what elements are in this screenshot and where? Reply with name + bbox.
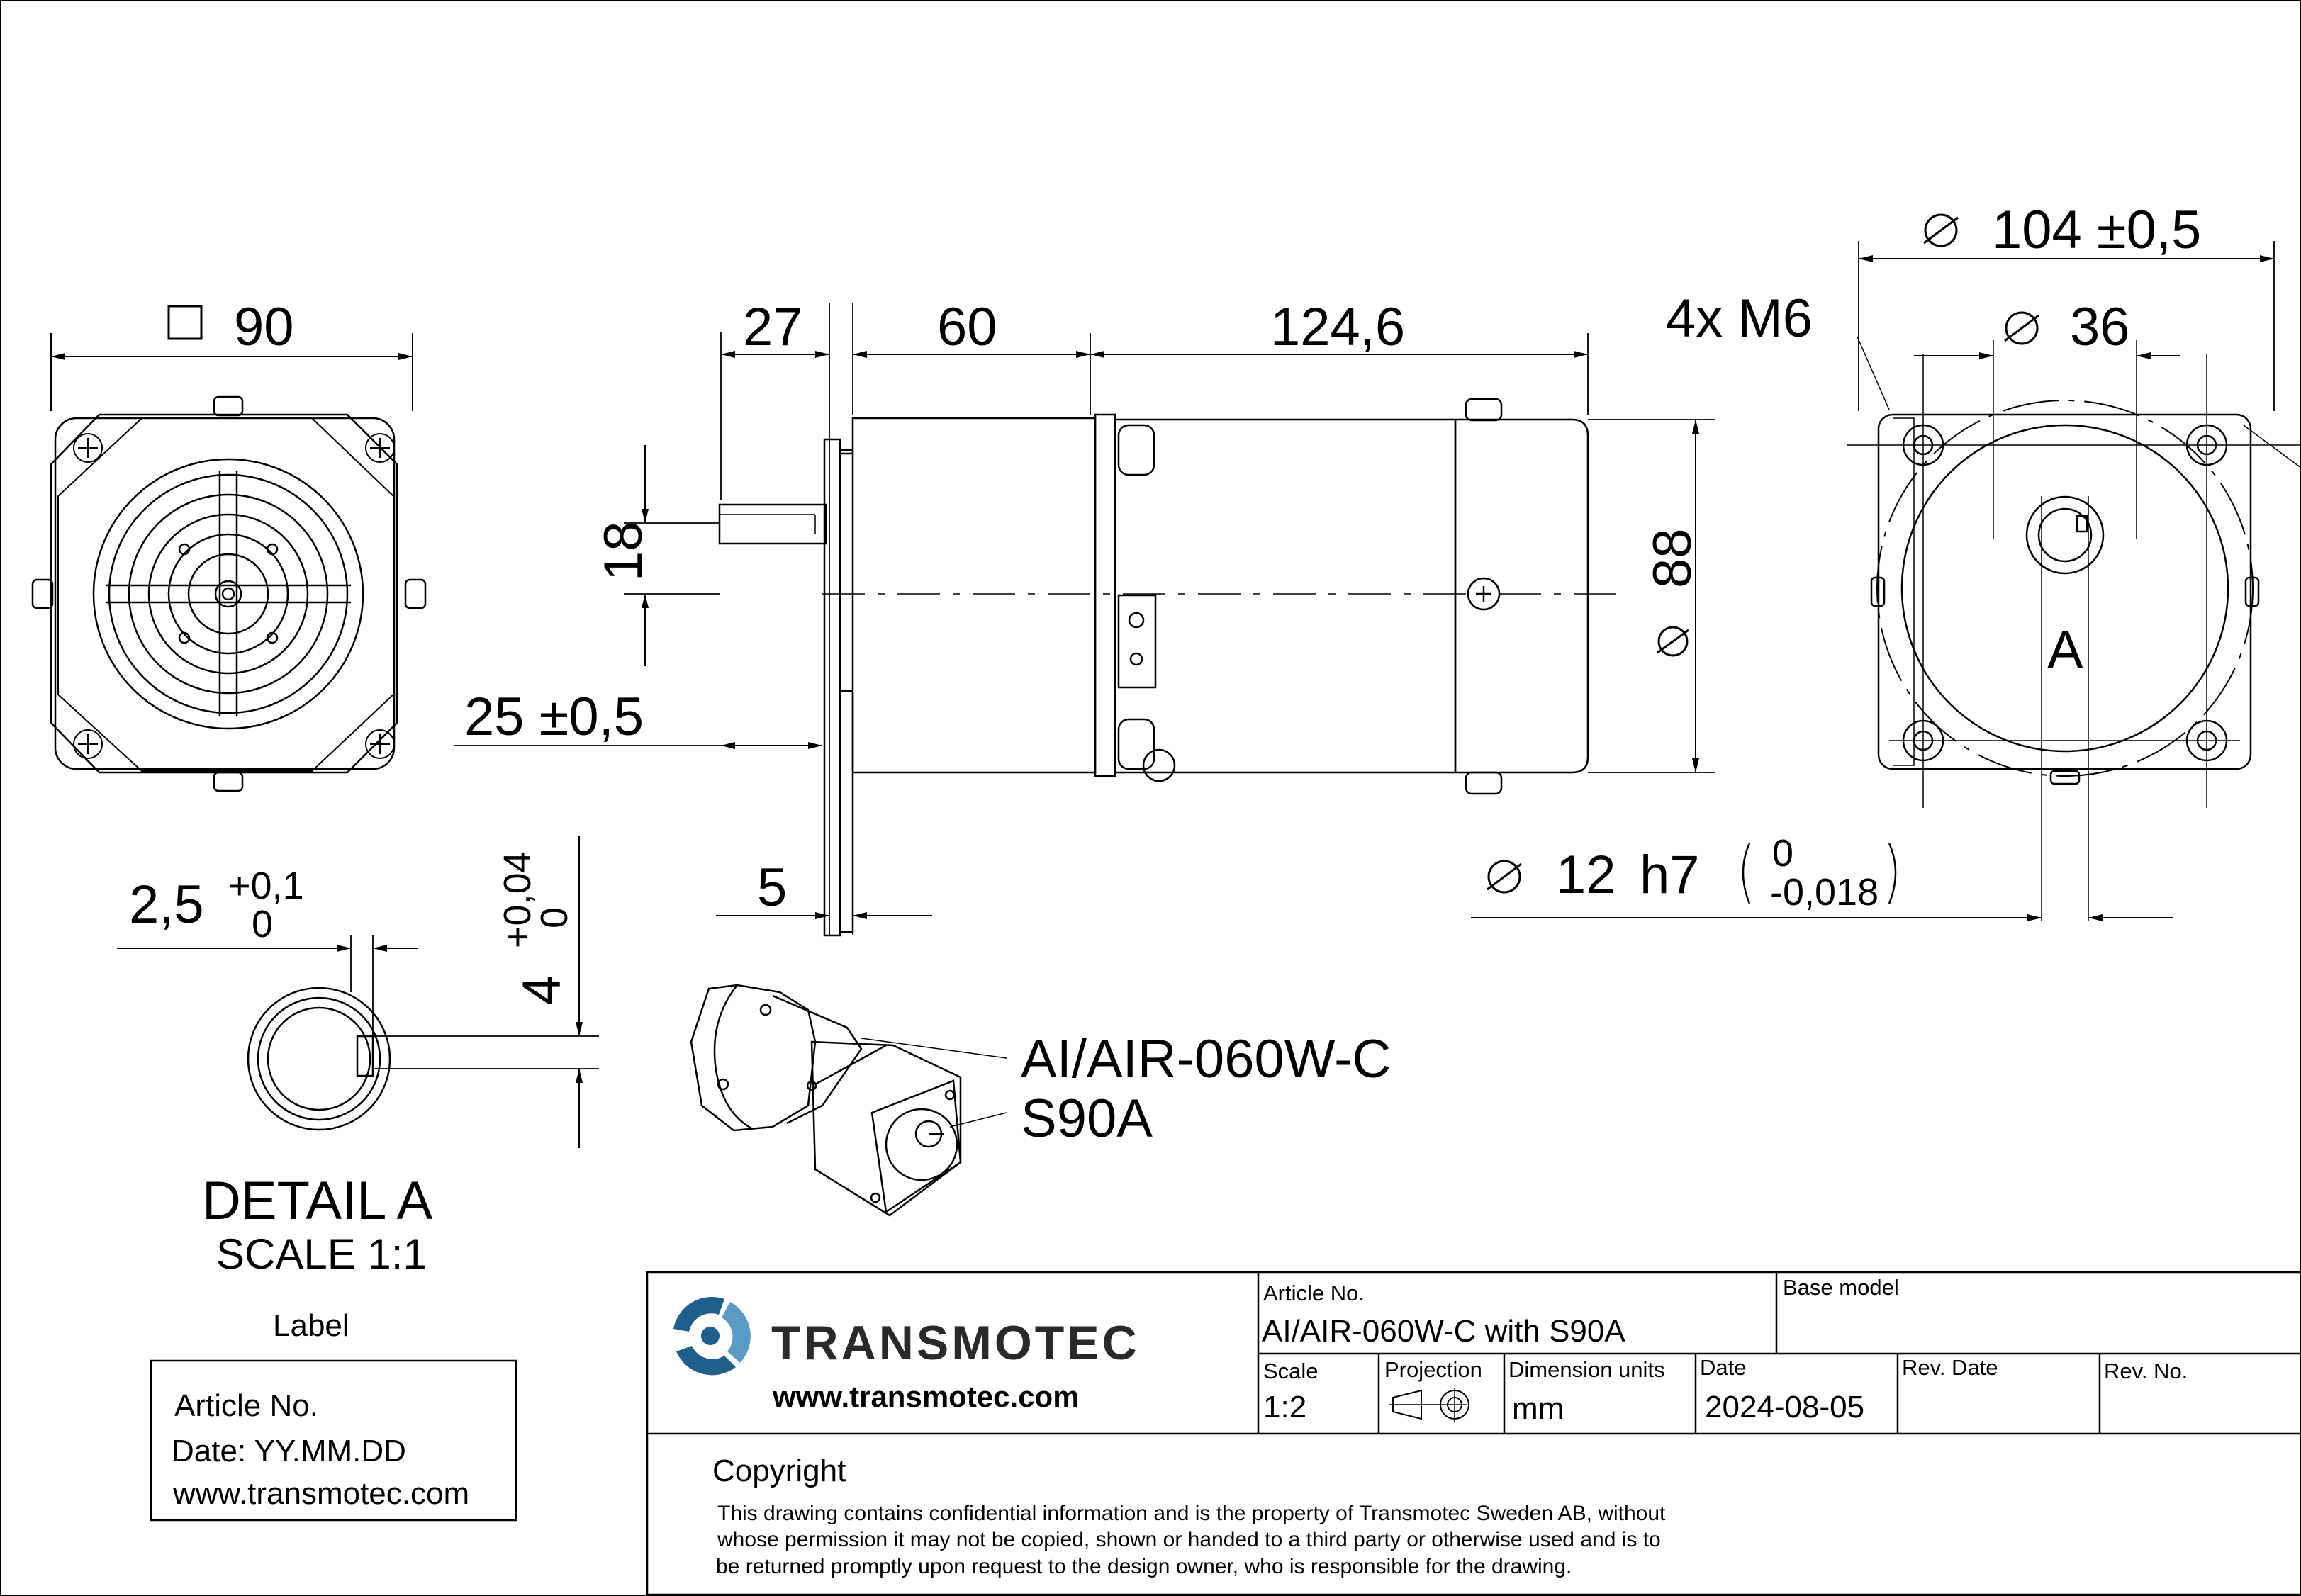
iso-label-motor: AI/AIR-060W-C: [1021, 1029, 1392, 1089]
dim-124-6-text: 124,6: [1270, 297, 1406, 357]
article-no-value: AI/AIR-060W-C with S90A: [1262, 1314, 1625, 1349]
side-view: [720, 399, 1623, 935]
dim-shaft-tol-lower: -0,018: [1770, 871, 1879, 914]
transmotec-logo: [673, 1297, 1140, 1413]
dim-key-width-tol-lower: 0: [252, 903, 274, 945]
logo-arc-2: [722, 1302, 751, 1363]
date-value: 2024-08-05: [1705, 1390, 1865, 1424]
logo-mark-icon: [673, 1297, 751, 1375]
detail-a-dimensions: [129, 851, 576, 1278]
label-line-3: www.transmotec.com: [173, 1476, 470, 1511]
detail-a-scale: SCALE 1:1: [216, 1230, 427, 1278]
dim-5-text: 5: [757, 858, 788, 918]
side-dimensions: [454, 297, 1715, 935]
view-label-a: A: [2047, 620, 2083, 680]
dim-key-width-text: 2,5: [129, 875, 204, 935]
dim-shaft-dia-text: 12: [1556, 845, 1616, 905]
brand-name: TRANSMOTEC: [771, 1316, 1140, 1370]
dim-25-text: 25 ±0,5: [464, 687, 644, 747]
rev-date-label: Rev. Date: [1902, 1355, 1998, 1380]
brand-website: www.transmotec.com: [773, 1380, 1080, 1413]
label-line-1: Article No.: [174, 1388, 318, 1423]
projection-symbol-icon: [1389, 1388, 1469, 1422]
shaft-end-dimensions: [1471, 200, 2274, 918]
dim-36-text: 36: [2070, 297, 2130, 357]
copyright-title: Copyright: [712, 1454, 846, 1488]
dim-units-value: mm: [1512, 1391, 1564, 1426]
dim-key-width-tol-upper: +0,1: [228, 865, 304, 907]
dim-square-90: [51, 297, 413, 411]
scale-value: 1:2: [1263, 1390, 1307, 1424]
dim-key-depth-tol-lower: 0: [533, 906, 576, 928]
article-no-label: Article No.: [1263, 1281, 1365, 1305]
dim-holes-text: 4x M6: [1666, 288, 1813, 349]
iso-label-gearbox: S90A: [1021, 1089, 1153, 1149]
dim-shaft-tol-upper: 0: [1772, 832, 1794, 875]
dim-shaft-fit-text: h7: [1640, 845, 1700, 905]
dim-square-90-text: 90: [234, 297, 294, 357]
projection-label: Projection: [1384, 1357, 1482, 1382]
dim-key-depth-text: 4: [512, 974, 572, 1005]
dim-104-text: 104 ±0,5: [1992, 200, 2202, 260]
detail-a-title: DETAIL A: [202, 1171, 433, 1231]
dim-units-label: Dimension units: [1508, 1357, 1665, 1382]
logo-arc-3: [676, 1346, 736, 1375]
copyright-line-3: be returned promptly upon request to the design owner, who is responsible for the drawing.: [716, 1555, 1572, 1578]
diameter-symbol-88: [1657, 627, 1689, 656]
date-label: Date: [1700, 1355, 1747, 1380]
dim-key-depth-tol-upper: +0,04: [496, 851, 539, 948]
rev-no-label: Rev. No.: [2104, 1359, 2188, 1383]
dim-18-text: 18: [593, 521, 654, 581]
dim-27-text: 27: [743, 297, 803, 357]
isometric-view: [691, 985, 961, 1215]
dim-88-text: 88: [1642, 528, 1703, 588]
copyright-line-2: whose permission it may not be copied, shown or handed to a third party or otherwise used and is to: [717, 1528, 1661, 1551]
base-model-label: Base model: [1783, 1275, 1899, 1300]
scale-label: Scale: [1263, 1359, 1319, 1383]
front-view-fan-end: [33, 397, 425, 791]
label-line-2: Date: YY.MM.DD: [172, 1434, 406, 1468]
label-box: [151, 1308, 516, 1520]
label-heading: Label: [273, 1308, 349, 1343]
dim-60-text: 60: [937, 297, 997, 357]
logo-arc-1: [673, 1297, 724, 1332]
copyright-line-1: This drawing contains confidential information and is the property of Transmotec Sweden AB, without: [717, 1502, 1666, 1525]
